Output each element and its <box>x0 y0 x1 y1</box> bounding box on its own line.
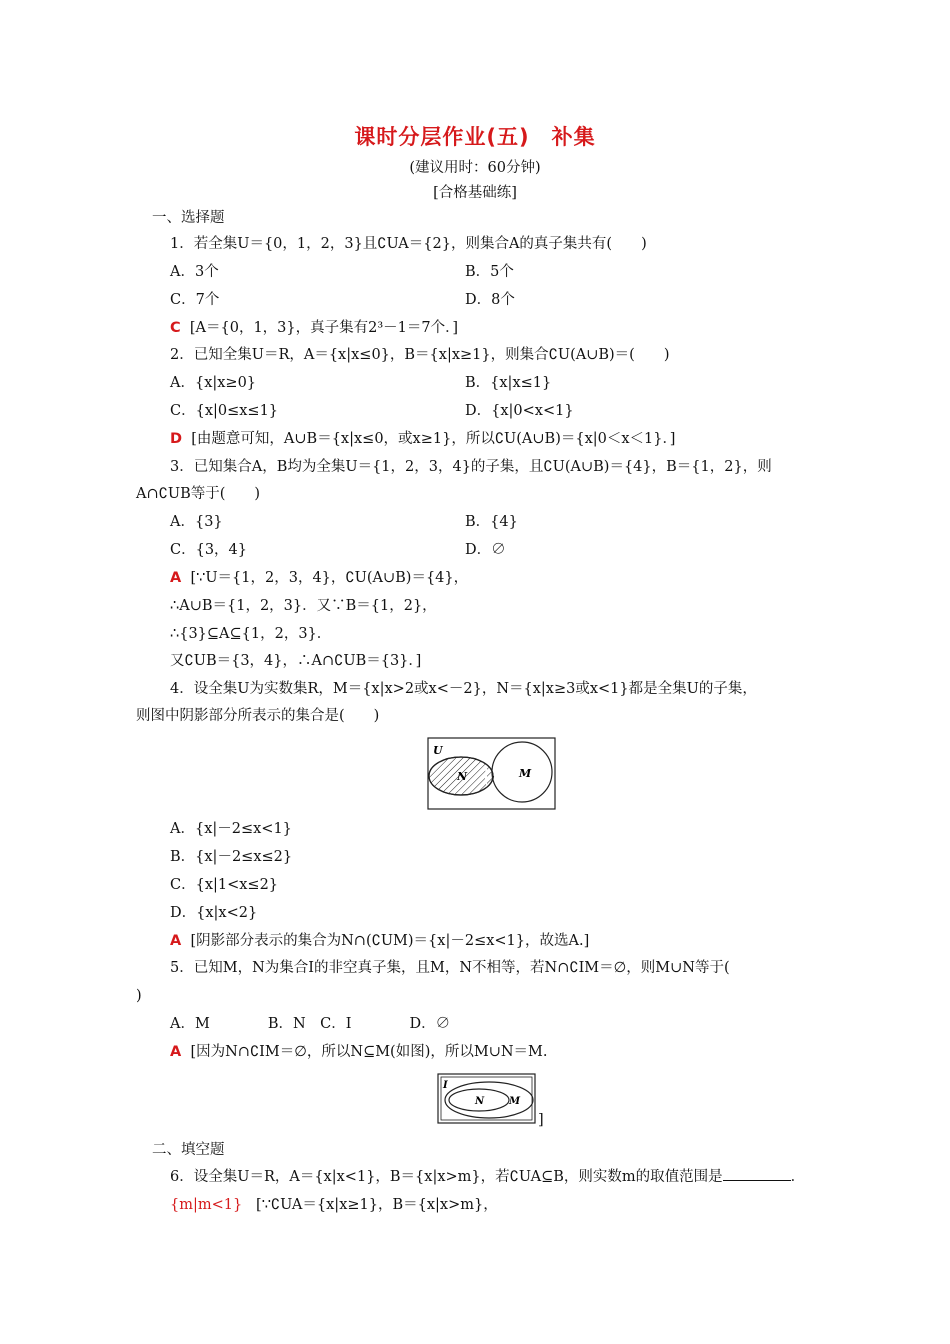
q1-stem: 1．若全集U＝{0，1，2，3}且∁UA＝{2}，则集合A的真子集共有( ) <box>170 236 647 252</box>
q2-option-a: A．{x|x≥0} <box>170 375 257 391</box>
q3-option-b: B．{4} <box>465 514 518 530</box>
q4-explanation: [阴影部分表示的集合为N∩(∁UM)＝{x|－2≤x<1}，故选A.] <box>190 933 590 949</box>
q2-answer: D <box>170 431 183 447</box>
q3-explanation-4: 又∁UB＝{3，4}，∴A∩∁UB＝{3}．] <box>170 653 422 669</box>
q5-explanation: [因为N∩∁IM＝∅，所以N⊆M(如图)，所以M∪N＝M. <box>190 1044 548 1060</box>
q3-option-d: D．∅ <box>465 542 506 558</box>
q5-answer-line <box>170 1042 548 1062</box>
q6-answer: {m|m<1} <box>170 1197 243 1213</box>
fig-label-n: N <box>457 770 468 783</box>
q6-answer-line <box>170 1195 498 1215</box>
q6-explanation: [∵∁UA＝{x|x≥1}，B＝{x|x>m}， <box>256 1197 498 1213</box>
q2-option-b: B．{x|x≤1} <box>465 375 552 391</box>
q4-answer: A <box>170 933 182 949</box>
q1-option-c: C．7个 <box>170 292 220 308</box>
fig-label-n: N <box>475 1096 485 1107</box>
q1-answer: C <box>170 320 181 336</box>
q3-explanation-2: ∴A∪B＝{1，2，3}．又∵B＝{1，2}， <box>170 598 437 614</box>
venn-diagram-q4 <box>427 737 557 811</box>
fig-label-u: U <box>433 744 443 757</box>
q5-stem-line2: ) <box>136 988 142 1004</box>
q3-stem-line1: 3．已知集合A，B均为全集U＝{1，2，3，4}的子集，且∁U(A∪B)＝{4}，B＝{1，2}，则 <box>170 459 772 475</box>
suggested-time: (建议用时：60分钟) <box>409 160 541 176</box>
fig-label-m: M <box>509 1096 521 1107</box>
q3-answer-line <box>170 568 468 588</box>
q4-option-d: D．{x|x<2} <box>170 905 258 921</box>
q5-answer: A <box>170 1044 182 1060</box>
q1-option-d: D．8个 <box>465 292 515 308</box>
set-i-rect <box>438 1074 535 1123</box>
part-heading-fill: 二、填空题 <box>152 1142 225 1158</box>
q4-stem-line1: 4．设全集U为实数集R，M＝{x|x>2或x<－2}，N＝{x|x≥3或x<1}都是全集U的子集， <box>170 681 757 697</box>
q4-option-c: C．{x|1<x≤2} <box>170 877 279 893</box>
q1-option-a: A．3个 <box>170 264 219 280</box>
q2-stem: 2．已知全集U＝R，A＝{x|x≤0}，B＝{x|x≥1}，则集合∁U(A∪B)＝( ) <box>170 347 670 363</box>
q4-answer-line <box>170 931 589 951</box>
page-title: 课时分层作业(五) 补集 <box>354 125 596 149</box>
q3-answer: A <box>170 570 182 586</box>
q1-option-b: B．5个 <box>465 264 514 280</box>
q2-answer-line <box>170 429 675 449</box>
fig-label-m: M <box>519 767 532 780</box>
part-heading-choice: 一、选择题 <box>152 210 225 226</box>
q1-answer-line <box>170 318 458 338</box>
q5-options: A．M B．N C．I D．∅ <box>170 1016 451 1032</box>
fig-label-i: I <box>443 1080 448 1091</box>
q3-stem-line2: A∩∁UB等于( ) <box>136 486 261 502</box>
q3-explanation-3: ∴{3}⊆A⊆{1，2，3}． <box>170 626 332 642</box>
q4-option-b: B．{x|－2≤x≤2} <box>170 849 293 865</box>
q1-explanation: [A＝{0，1，3}，真子集有2³－1＝7个．] <box>189 320 459 336</box>
q4-option-a: A．{x|－2≤x<1} <box>170 821 292 837</box>
q6-stem-line <box>170 1167 805 1187</box>
q3-option-c: C．{3，4} <box>170 542 247 558</box>
q4-stem-line2: 则图中阴影部分所表示的集合是( ) <box>136 708 380 724</box>
q5-stem-line1: 5．已知M，N为集合I的非空真子集，且M，N不相等，若N∩∁IM＝∅，则M∪N等于( <box>170 960 730 976</box>
venn-diagram-q5 <box>437 1073 537 1125</box>
q6-stem: 6．设全集U＝R，A＝{x|x<1}，B＝{x|x>m}，若∁UA⊆B，则实数m的取值范围是 <box>170 1169 723 1185</box>
q2-explanation: [由题意可知，A∪B＝{x|x≤0，或x≥1}，所以∁U(A∪B)＝{x|0＜x＜1}．] <box>191 431 676 447</box>
q2-option-c: C．{x|0≤x≤1} <box>170 403 279 419</box>
q3-option-a: A．{3} <box>170 514 223 530</box>
q2-option-d: D．{x|0<x<1} <box>465 403 574 419</box>
q3-explanation-1: [∵U＝{1，2，3，4}，∁U(A∪B)＝{4}， <box>190 570 469 586</box>
q5-close-bracket: ] <box>538 1112 544 1128</box>
q6-stem-tail: ． <box>790 1169 806 1185</box>
section-tag: [合格基础练] <box>433 185 517 201</box>
q6-answer-blank <box>723 1168 791 1181</box>
